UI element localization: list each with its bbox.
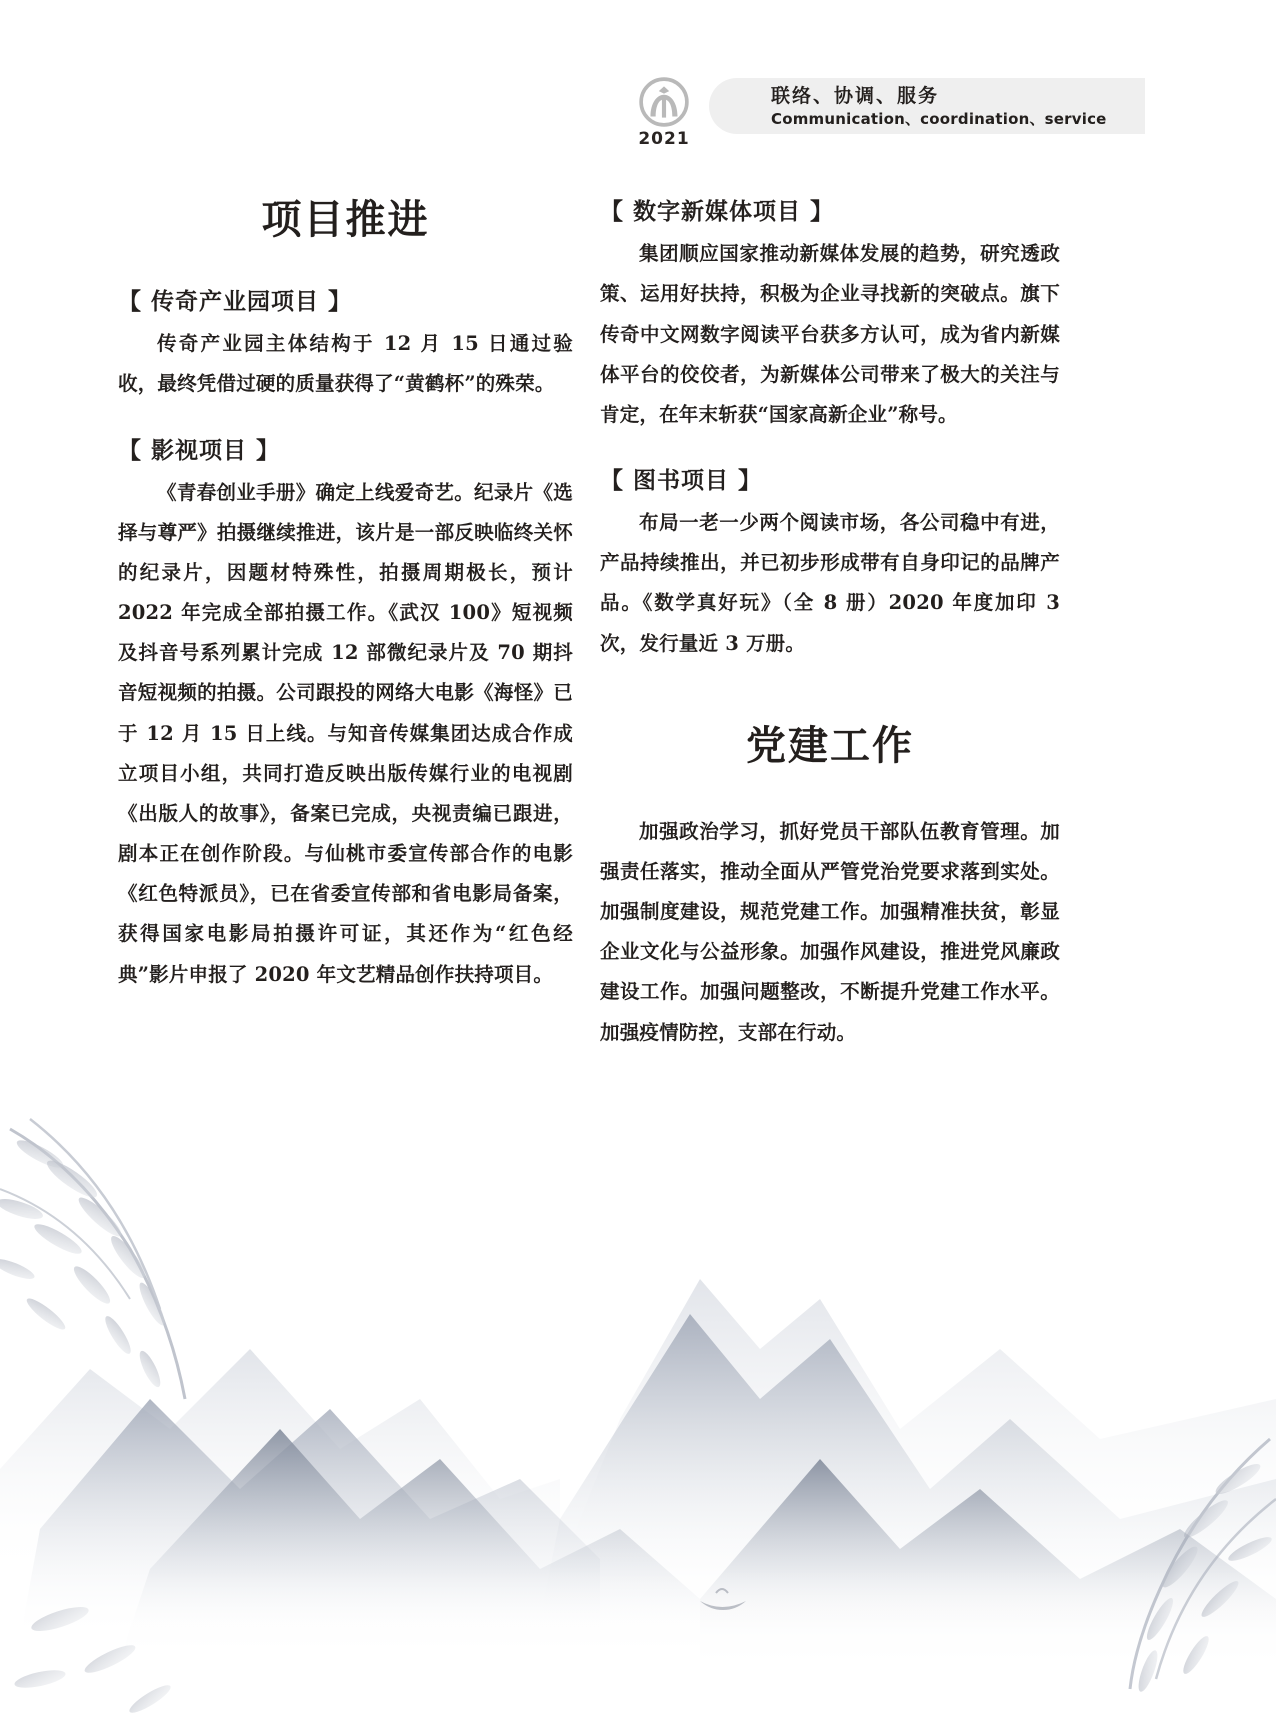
subsection-body-industrial-park: 传奇产业园主体结构于 12 月 15 日通过验收，最终凭借过硬的质量获得了“黄鹤杯”的殊荣。 [118,332,573,396]
header-title-en: Communication、coordination、service [771,109,1107,128]
landscape-illustration [0,1099,1276,1719]
right-column [600,196,1060,1053]
section-body-party-building: 加强政治学习，抓好党员干部队伍教育管理。加强责任落实，推动全面从严管党治党要求落到实处。加强制度建设，规范党建工作。加强精准扶贫，彰显企业文化与公益形象。加强作风建设，推进党风廉政建设工作。加强问题整改，不断提升党建工作水平。加强疫情防控，支部在行动。 [600,819,1060,1044]
subsection-heading-digital-media: 【 数字新媒体项目 】 [600,199,835,225]
ink-wash-mountain-landscape [0,1099,1276,1719]
subsection-heading-books: 【 图书项目 】 [600,467,763,494]
subsection-body-digital-media: 集团顺应国家推动新媒体发展的趋势，研究透政策、运用好扶持，积极为企业寻找新的突破点。旗下传奇中文网数字阅读平台获多方认可，成为省内新媒体平台的佼佼者，为新媒体公司带来了极大的关注与肯定，在年末斩获“国家高新企业”称号。 [600,242,1060,426]
subsection-body-books: 布局一老一少两个阅读市场，各公司稳中有进，产品持续推出，并已初步形成带有自身印记的品牌产品。《数学真好玩》（全 8 册）2020 年度加印 3 次，发行量近 3 万册。 [600,511,1060,655]
header-title-cn: 联络、协调、服务 [771,85,940,107]
header-banner [709,78,1145,134]
subsection-heading-industrial-park: 【 传奇产业园项目 】 [118,289,353,315]
page-header [625,78,1145,149]
subsection-body-film-tv: 《青春创业手册》确定上线爱奇艺。纪录片《选择与尊严》拍摄继续推进，该片是一部反映临终关怀的纪录片，因题材特殊性，拍摄周期极长，预计 2022 年完成全部拍摄工作。《武汉 100》短视频及抖音号系列累计完成 12 部微纪录片及 70 期抖音短视频的拍摄。公司跟投的网络大电影《海怪》已于 12 月 15 日上线。与知音传媒集团达成合作成立项目小组，共同打造反映出版传媒行业的电视剧《出版人的故事》，备案已完成，央视责编已跟进，剧本正在创作阶段。与仙桃市委宣传部合作的电影《红色特派员》，已在省委宣传部和省电影局备案，获得国家电影局拍摄许可证，其还作为“红色经典”影片申报了 2020 年文艺精品创作扶持项目。 [118,480,573,986]
logo-year: 2021 [638,129,690,149]
left-column [118,196,573,995]
section-title-party-building: 党建工作 [746,722,914,769]
section-title-project-advancement: 项目推进 [261,197,430,243]
water-mist [0,1569,1276,1719]
subsection-heading-film-tv: 【 影视项目 】 [118,437,281,464]
arch-emblem-icon [638,76,690,128]
brand-logo [625,78,703,158]
